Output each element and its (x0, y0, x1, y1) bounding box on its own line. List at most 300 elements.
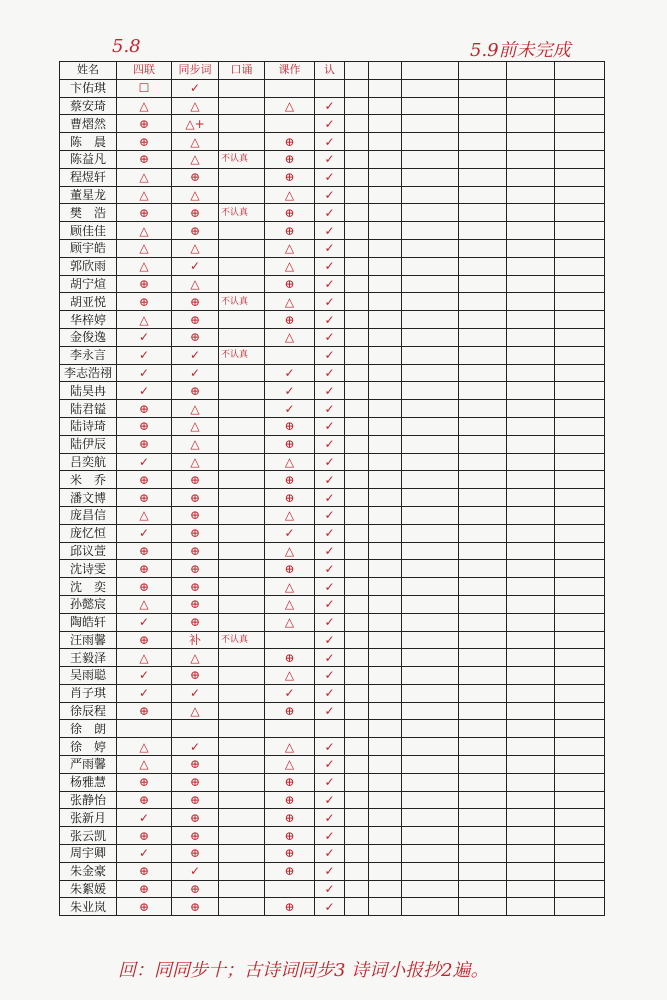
mark-cell (369, 631, 402, 649)
mark-cell (555, 400, 605, 418)
table-row (60, 471, 605, 489)
mark-cell (459, 827, 507, 845)
mark-cell (345, 435, 369, 453)
mark-cell (345, 79, 369, 97)
mark-cell (219, 275, 265, 293)
mark-cell (507, 417, 555, 435)
mark-cell: ✓ (117, 328, 172, 346)
mark-cell: ⊕ (265, 417, 315, 435)
mark-cell (507, 880, 555, 898)
mark-cell: ⊕ (172, 222, 219, 240)
table-row (60, 222, 605, 240)
mark-cell (507, 809, 555, 827)
mark-cell (369, 346, 402, 364)
table-row (60, 649, 605, 667)
mark-cell: ⊕ (265, 168, 315, 186)
mark-cell: ✓ (315, 115, 345, 133)
mark-cell: ✓ (315, 560, 345, 578)
mark-cell (459, 79, 507, 97)
mark-cell: △ (265, 667, 315, 685)
mark-cell: △ (172, 275, 219, 293)
table-row (60, 773, 605, 791)
mark-cell (459, 471, 507, 489)
mark-cell (345, 204, 369, 222)
mark-cell: △ (265, 293, 315, 311)
mark-cell (507, 275, 555, 293)
mark-cell: △ (265, 328, 315, 346)
mark-cell (345, 791, 369, 809)
mark-cell: ✓ (315, 862, 345, 880)
mark-cell (345, 275, 369, 293)
mark-cell: △ (172, 133, 219, 151)
mark-cell (402, 239, 459, 257)
mark-cell (369, 595, 402, 613)
student-name: 樊 浩 (60, 204, 117, 222)
student-name: 吕奕航 (60, 453, 117, 471)
mark-cell: ✓ (172, 738, 219, 756)
mark-cell: ✓ (315, 578, 345, 596)
footer-note: 回：同同步十；古诗词同步3 诗词小报抄2遍。 (118, 960, 489, 981)
mark-cell (459, 578, 507, 596)
mark-cell: ⊕ (172, 204, 219, 222)
mark-cell (219, 809, 265, 827)
mark-cell (402, 809, 459, 827)
mark-cell: △ (265, 506, 315, 524)
mark-cell: △ (117, 738, 172, 756)
mark-cell (402, 898, 459, 916)
mark-cell: ✓ (315, 168, 345, 186)
mark-cell (345, 489, 369, 507)
header-cell (345, 62, 369, 80)
mark-cell (507, 239, 555, 257)
mark-cell (555, 827, 605, 845)
mark-cell (507, 382, 555, 400)
student-name: 米 乔 (60, 471, 117, 489)
student-name: 张新月 (60, 809, 117, 827)
mark-cell (402, 684, 459, 702)
mark-cell (555, 97, 605, 115)
mark-cell (555, 738, 605, 756)
table-row (60, 293, 605, 311)
mark-cell (345, 631, 369, 649)
mark-cell: ⊕ (117, 862, 172, 880)
mark-cell: ⊕ (172, 667, 219, 685)
mark-cell (219, 79, 265, 97)
mark-cell (459, 720, 507, 738)
mark-cell (219, 453, 265, 471)
mark-cell (402, 738, 459, 756)
mark-cell (555, 506, 605, 524)
mark-cell: ✓ (315, 613, 345, 631)
mark-cell (402, 79, 459, 97)
mark-cell (369, 578, 402, 596)
mark-cell: ✓ (315, 845, 345, 863)
mark-cell: ⊕ (117, 489, 172, 507)
mark-cell (219, 827, 265, 845)
student-name: 蔡安琦 (60, 97, 117, 115)
mark-cell: ⊕ (117, 133, 172, 151)
table-row (60, 168, 605, 186)
mark-cell (219, 702, 265, 720)
mark-cell (402, 435, 459, 453)
mark-cell: ⊕ (172, 524, 219, 542)
mark-cell (369, 239, 402, 257)
student-name: 陶皓轩 (60, 613, 117, 631)
student-name: 陈 晨 (60, 133, 117, 151)
mark-cell (402, 257, 459, 275)
mark-cell (402, 595, 459, 613)
student-name: 潘文博 (60, 489, 117, 507)
mark-cell (459, 862, 507, 880)
mark-cell: △ (265, 613, 315, 631)
mark-cell (459, 275, 507, 293)
mark-cell: ✓ (315, 880, 345, 898)
mark-cell: ✓ (315, 364, 345, 382)
mark-cell (369, 435, 402, 453)
mark-cell (219, 311, 265, 329)
mark-cell (459, 204, 507, 222)
mark-cell: ⊕ (172, 168, 219, 186)
mark-cell (402, 524, 459, 542)
table-row (60, 702, 605, 720)
mark-cell (402, 293, 459, 311)
mark-cell (459, 506, 507, 524)
mark-cell (507, 222, 555, 240)
mark-cell (345, 400, 369, 418)
mark-cell (369, 471, 402, 489)
mark-cell (345, 293, 369, 311)
mark-cell (345, 257, 369, 275)
mark-cell: ⊕ (172, 880, 219, 898)
mark-cell (459, 435, 507, 453)
mark-cell (402, 631, 459, 649)
mark-cell (117, 720, 172, 738)
mark-cell (369, 168, 402, 186)
mark-cell (555, 311, 605, 329)
mark-cell (555, 560, 605, 578)
mark-cell (459, 898, 507, 916)
mark-cell: ⊕ (172, 293, 219, 311)
mark-cell (402, 578, 459, 596)
mark-cell: △ (265, 97, 315, 115)
table-row (60, 613, 605, 631)
mark-cell: ✓ (315, 328, 345, 346)
table-row (60, 560, 605, 578)
mark-cell: △ (265, 756, 315, 774)
mark-cell (219, 417, 265, 435)
mark-cell (369, 222, 402, 240)
mark-cell: ✓ (172, 684, 219, 702)
student-name: 朱业岚 (60, 898, 117, 916)
mark-cell (219, 328, 265, 346)
mark-cell: △ (172, 453, 219, 471)
mark-cell (219, 880, 265, 898)
mark-cell: ⊕ (172, 328, 219, 346)
mark-cell: ✓ (265, 364, 315, 382)
mark-cell (219, 898, 265, 916)
mark-cell: △ (265, 542, 315, 560)
table-row (60, 845, 605, 863)
mark-cell (369, 524, 402, 542)
mark-cell: ⊕ (172, 809, 219, 827)
mark-cell: △ (172, 239, 219, 257)
table-row (60, 631, 605, 649)
student-name: 杨雅慧 (60, 773, 117, 791)
mark-cell: ⊕ (265, 133, 315, 151)
mark-cell (507, 649, 555, 667)
mark-cell: ✓ (117, 667, 172, 685)
mark-cell (172, 720, 219, 738)
mark-cell: ✓ (315, 542, 345, 560)
table-row (60, 150, 605, 168)
mark-cell (459, 150, 507, 168)
table-row (60, 115, 605, 133)
mark-cell (369, 382, 402, 400)
mark-cell (555, 150, 605, 168)
table-row (60, 578, 605, 596)
mark-cell: ⊕ (265, 649, 315, 667)
mark-cell: ✓ (117, 524, 172, 542)
mark-cell: ⊕ (265, 862, 315, 880)
mark-cell: ⊕ (172, 827, 219, 845)
mark-cell: △ (117, 506, 172, 524)
mark-cell (555, 773, 605, 791)
mark-cell (402, 168, 459, 186)
student-name: 严雨馨 (60, 756, 117, 774)
mark-cell (459, 702, 507, 720)
mark-cell: ⊕ (117, 293, 172, 311)
mark-cell (459, 756, 507, 774)
mark-cell (459, 133, 507, 151)
mark-cell (402, 186, 459, 204)
mark-cell: ✓ (315, 773, 345, 791)
mark-cell (507, 150, 555, 168)
mark-cell (507, 489, 555, 507)
mark-cell (459, 542, 507, 560)
mark-cell (507, 311, 555, 329)
mark-cell: △ (172, 150, 219, 168)
mark-cell (402, 506, 459, 524)
mark-cell: △ (265, 239, 315, 257)
mark-cell: △ (172, 400, 219, 418)
mark-cell: ✓ (315, 506, 345, 524)
mark-cell: △ (117, 97, 172, 115)
mark-cell (345, 720, 369, 738)
mark-cell (555, 542, 605, 560)
mark-cell: ⊕ (172, 578, 219, 596)
mark-cell (402, 845, 459, 863)
mark-cell: ✓ (117, 346, 172, 364)
mark-cell: ⊕ (172, 756, 219, 774)
mark-cell (345, 222, 369, 240)
mark-cell (507, 667, 555, 685)
homework-table (59, 61, 605, 916)
mark-cell (507, 524, 555, 542)
mark-cell (507, 471, 555, 489)
mark-cell (369, 328, 402, 346)
mark-cell (402, 382, 459, 400)
mark-cell (219, 667, 265, 685)
mark-cell (345, 346, 369, 364)
mark-cell: ⊕ (172, 560, 219, 578)
mark-cell (459, 631, 507, 649)
mark-cell (369, 738, 402, 756)
mark-cell (507, 773, 555, 791)
mark-cell (219, 756, 265, 774)
mark-cell (507, 133, 555, 151)
mark-cell (555, 204, 605, 222)
mark-cell (219, 524, 265, 542)
mark-cell (369, 898, 402, 916)
mark-cell: ⊕ (117, 204, 172, 222)
mark-cell (315, 720, 345, 738)
mark-cell: ✓ (315, 257, 345, 275)
mark-cell (555, 756, 605, 774)
mark-cell (507, 578, 555, 596)
mark-cell: ✓ (265, 382, 315, 400)
mark-cell (507, 898, 555, 916)
mark-cell: ✓ (315, 684, 345, 702)
mark-cell: ☐ (117, 79, 172, 97)
mark-cell (369, 275, 402, 293)
table-row (60, 756, 605, 774)
mark-cell (369, 773, 402, 791)
mark-cell: 不认真 (219, 631, 265, 649)
mark-cell: △ (265, 578, 315, 596)
mark-cell (402, 222, 459, 240)
table-row (60, 435, 605, 453)
table-row (60, 239, 605, 257)
mark-cell: ✓ (117, 453, 172, 471)
mark-cell (219, 684, 265, 702)
mark-cell (219, 560, 265, 578)
mark-cell: ⊕ (117, 275, 172, 293)
mark-cell: ⊕ (117, 417, 172, 435)
student-name: 徐 朗 (60, 720, 117, 738)
mark-cell (345, 542, 369, 560)
mark-cell: 不认真 (219, 150, 265, 168)
student-name: 陆君镒 (60, 400, 117, 418)
mark-cell (369, 791, 402, 809)
mark-cell (507, 684, 555, 702)
mark-cell (369, 756, 402, 774)
mark-cell (369, 489, 402, 507)
mark-cell (345, 880, 369, 898)
mark-cell (507, 400, 555, 418)
mark-cell (369, 809, 402, 827)
mark-cell (315, 79, 345, 97)
student-name: 朱金豪 (60, 862, 117, 880)
mark-cell: △ (117, 168, 172, 186)
student-name: 吴雨聪 (60, 667, 117, 685)
mark-cell (459, 738, 507, 756)
table-row (60, 827, 605, 845)
mark-cell: △ (172, 702, 219, 720)
mark-cell (402, 364, 459, 382)
mark-cell: ⊕ (172, 613, 219, 631)
mark-cell (219, 738, 265, 756)
mark-cell (402, 275, 459, 293)
mark-cell: ⊕ (265, 827, 315, 845)
mark-cell (219, 542, 265, 560)
mark-cell (369, 417, 402, 435)
mark-cell: ✓ (172, 364, 219, 382)
mark-cell (507, 115, 555, 133)
student-name: 董星龙 (60, 186, 117, 204)
mark-cell (345, 578, 369, 596)
table-row (60, 311, 605, 329)
mark-cell: ✓ (315, 702, 345, 720)
mark-cell (345, 471, 369, 489)
mark-cell (345, 773, 369, 791)
mark-cell: ✓ (315, 293, 345, 311)
mark-cell (369, 186, 402, 204)
deadline-note: 5.9前未完成 (470, 40, 571, 61)
mark-cell: ⊕ (117, 150, 172, 168)
mark-cell (507, 79, 555, 97)
student-name: 沈 奕 (60, 578, 117, 596)
table-row (60, 79, 605, 97)
mark-cell (507, 631, 555, 649)
mark-cell (507, 506, 555, 524)
table-row (60, 667, 605, 685)
mark-cell (402, 542, 459, 560)
mark-cell: ✓ (315, 400, 345, 418)
mark-cell (402, 150, 459, 168)
student-name: 邱议萱 (60, 542, 117, 560)
mark-cell (402, 133, 459, 151)
mark-cell (345, 649, 369, 667)
mark-cell: ⊕ (265, 471, 315, 489)
mark-cell (219, 773, 265, 791)
mark-cell (459, 257, 507, 275)
table-row (60, 186, 605, 204)
mark-cell (507, 738, 555, 756)
mark-cell (219, 239, 265, 257)
mark-cell (402, 649, 459, 667)
mark-cell (555, 328, 605, 346)
table-row (60, 720, 605, 738)
mark-cell (555, 133, 605, 151)
mark-cell (459, 773, 507, 791)
mark-cell (345, 417, 369, 435)
mark-cell: ⊕ (117, 542, 172, 560)
mark-cell: ⊕ (172, 506, 219, 524)
mark-cell (369, 257, 402, 275)
mark-cell: △ (172, 649, 219, 667)
mark-cell: ⊕ (117, 400, 172, 418)
mark-cell (402, 453, 459, 471)
mark-cell (345, 328, 369, 346)
mark-cell (402, 862, 459, 880)
mark-cell: ⊕ (117, 791, 172, 809)
mark-cell (555, 880, 605, 898)
table-row (60, 328, 605, 346)
mark-cell (369, 400, 402, 418)
mark-cell: ✓ (117, 613, 172, 631)
mark-cell: ✓ (315, 239, 345, 257)
mark-cell: ⊕ (265, 560, 315, 578)
mark-cell (459, 311, 507, 329)
table-row (60, 898, 605, 916)
header-cell: 认 (315, 62, 345, 80)
mark-cell: ✓ (117, 845, 172, 863)
mark-cell: ✓ (117, 382, 172, 400)
table-row (60, 453, 605, 471)
mark-cell (219, 186, 265, 204)
mark-cell: ✓ (117, 364, 172, 382)
mark-cell (345, 168, 369, 186)
